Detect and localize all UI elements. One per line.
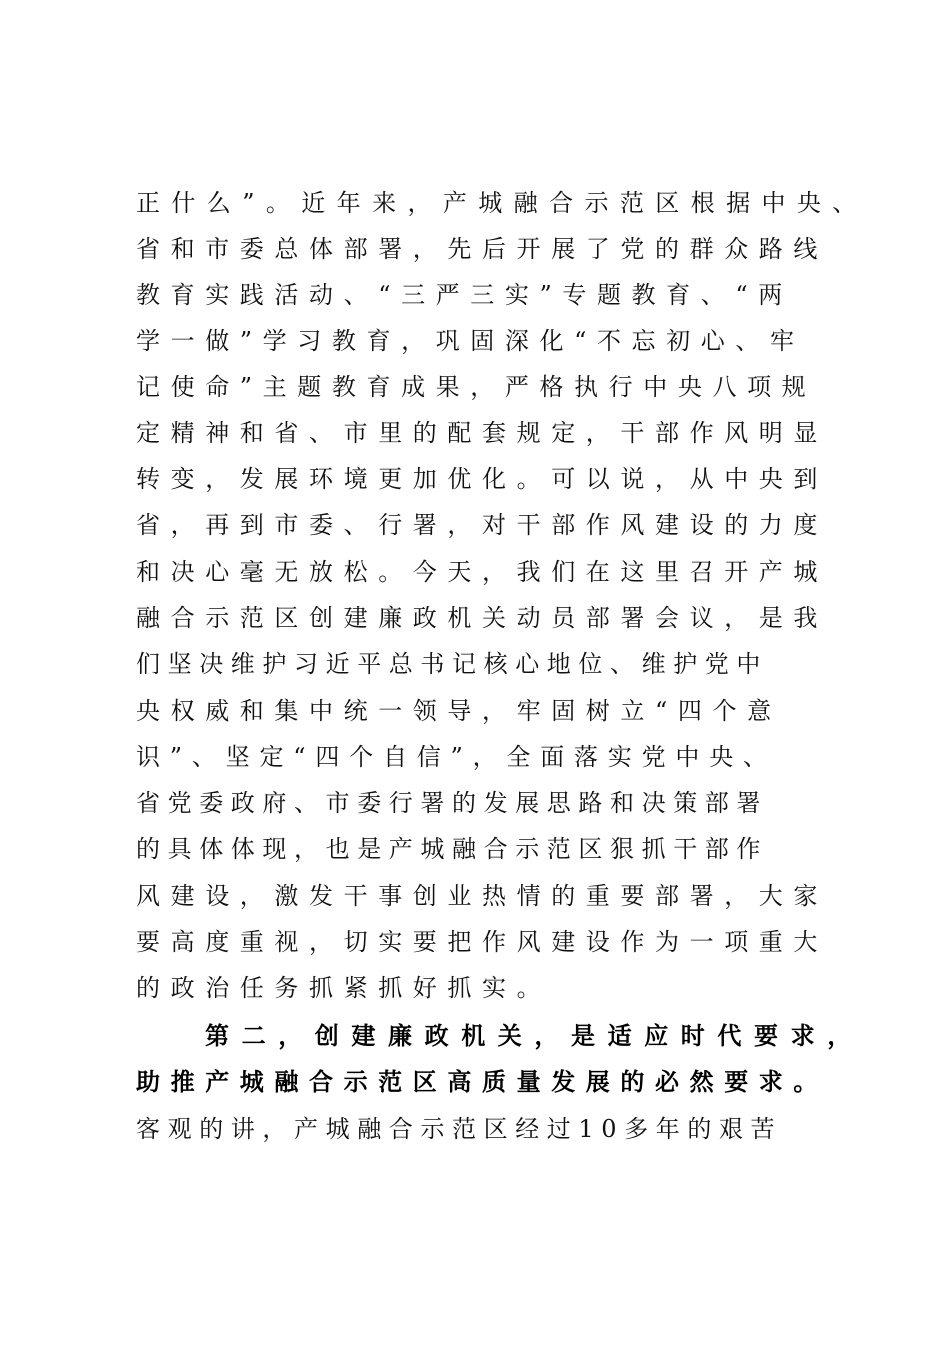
paragraph-line: 教育实践活动、“三严三实”专题教育、“两 (136, 281, 793, 309)
heading-line: 助推产城融合示范区高质量发展的必然要求。 (136, 1067, 828, 1096)
paragraph-line: 风建设，激发干事创业热情的重要部署，大家 (136, 882, 828, 910)
paragraph-line: 记使命”主题教育成果，严格执行中央八项规 (136, 373, 817, 401)
heading-line: 第二，创建廉政机关，是适应时代要求， (205, 1021, 864, 1050)
paragraph-line: 们坚决维护习近平总书记核心地位、维护党中 (136, 650, 768, 678)
paragraph-line: 省党委政府、市委行署的发展思路和决策部署 (136, 789, 768, 817)
paragraph-line: 要高度重视，切实要把作风建设作为一项重大 (136, 928, 828, 956)
paragraph-line: 的政治任务抓紧抓好抓实。 (136, 974, 552, 1002)
paragraph-line: 转变，发展环境更加优化。可以说，从中央到 (136, 465, 828, 493)
paragraph-line: 省和市委总体部署，先后开展了党的群众路线 (136, 235, 828, 263)
paragraph-line: 省，再到市委、行署，对干部作风建设的力度 (136, 511, 828, 539)
paragraph-line: 识”、坚定“四个自信”，全面落实党中央、 (136, 743, 777, 771)
paragraph-line: 客观的讲，产城融合示范区经过10多年的艰苦 (136, 1115, 783, 1143)
paragraph-line: 学一做”学习教育，巩固深化“不忘初心、牢 (136, 327, 805, 355)
paragraph-line: 的具体体现，也是产城融合示范区狠抓干部作 (136, 835, 768, 863)
paragraph-line: 正什么”。近年来，产城融合示范区根据中央、 (136, 189, 868, 217)
paragraph-line: 和决心毫无放松。今天，我们在这里召开产城 (136, 558, 828, 586)
paragraph-line: 央权威和集中统一领导，牢固树立“四个意 (136, 697, 782, 725)
paragraph-line: 融合示范区创建廉政机关动员部署会议，是我 (136, 604, 828, 632)
paragraph-line: 定精神和省、市里的配套规定，干部作风明显 (136, 419, 828, 447)
